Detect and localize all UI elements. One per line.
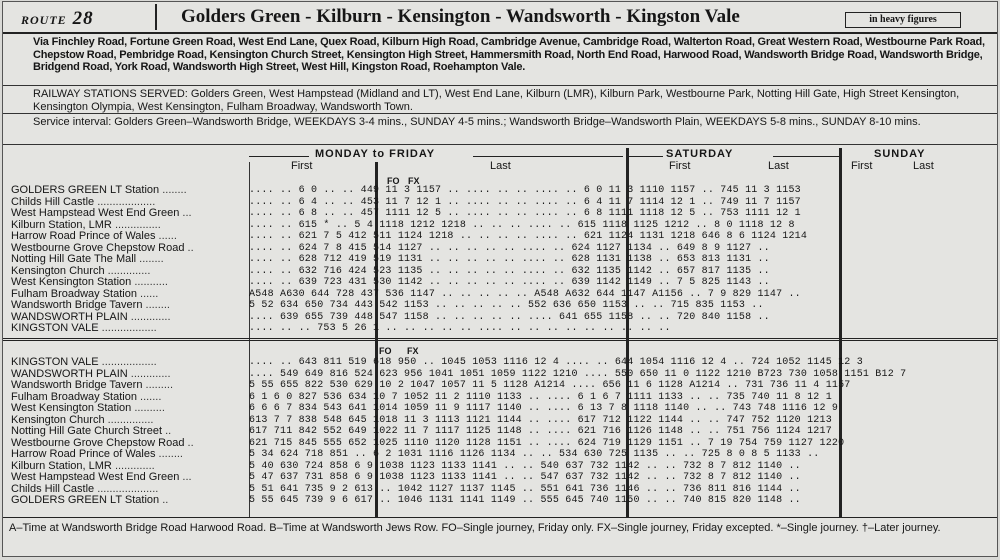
outbound-times-1: .... .. 6 4 .. .. 453 11 7 12 1 .. .... .. .. .... .. 6 4 11 7 1114 12 1 .. 749 11 7 1157: [249, 196, 801, 208]
inbound-stop-12: GOLDERS GREEN LT Station ..: [11, 495, 169, 506]
inbound-stop-10: West Hampstead West End Green ...: [11, 472, 192, 483]
inbound-stop-5: Kensington Church ...............: [11, 414, 154, 426]
sunday-heading: SUNDAY: [874, 148, 926, 160]
inbound-times-9: 5 40 630 724 858 6 9 1038 1123 1133 1141 .. .. 540 637 732 1142 .. .. 732 8 7 812 1140 ..: [249, 460, 801, 472]
first-label: First: [669, 160, 691, 172]
inbound-stop-4: West Kensington Station ..........: [11, 403, 165, 414]
outbound-stop-6: Notting Hill Gate The Mall ........: [11, 254, 164, 265]
last-label: Last: [913, 160, 934, 172]
heading-rule: [473, 156, 623, 157]
inbound-stop-6: Notting Hill Gate Church Street ..: [11, 426, 172, 437]
outbound-stop-5: Westbourne Grove Chepstow Road ..: [11, 242, 194, 254]
heading-rule: [629, 156, 663, 157]
inbound-stop-1: WANDSWORTH PLAIN .............: [11, 368, 171, 380]
outbound-times-2: .... .. 6 8 .. .. 457 1111 12 5 .. .... .. .. .... .. 6 8 1111 1118 12 5 .. 753 1111 12 1: [249, 208, 801, 219]
route-header: [3, 2, 997, 34]
outbound-times-0: .... .. 6 0 .. .. 449 11 3 1157 .. .... .. .. .... .. 6 0 11 3 1110 1157 .. 745 11 3 1153: [249, 185, 801, 196]
outbound-stop-7: Kensington Church ..............: [11, 265, 151, 277]
outbound-stop-8: West Kensington Station ...........: [11, 277, 168, 288]
outbound-times-12: .... .. .. 753 5 26 1 .. .. .. .. .. .... .. .. .. .. .. .. .. .. ..: [249, 323, 671, 334]
route-title: Golders Green - Kilburn - Kensington - Wandsworth - Kingston Vale: [181, 6, 740, 27]
outbound-times-3: .... .. 615 * .. 5 4 1118 1212 1218 .. .. .. .... .. 615 1118 1125 1212 .. 8 0 1118 12 8: [249, 219, 795, 231]
inbound-times-7: 621 715 845 555 652 1025 1110 1120 1128 1151 .. .... 624 719 1129 1151 .. 7 19 754 759 1127 1220: [249, 437, 845, 449]
inbound-times-1: .... 549 649 816 524 623 956 1041 1051 1059 1122 1210 .... 550 650 11 0 1122 1210 B723 730 1058 1151 B12 7: [249, 368, 907, 380]
outbound-stop-10: Wandsworth Bridge Tavern ........: [11, 300, 170, 311]
column-divider: [839, 148, 842, 518]
outbound-stop-9: Fulham Broadway Station ......: [11, 288, 159, 300]
outbound-stop-3: Kilburn Station, LMR ...............: [11, 219, 161, 231]
outbound-times-8: .... .. 639 723 431 530 1142 .. .. .. .. .. .... .. 639 1142 1149 .. 7 5 825 1143 ..: [249, 277, 770, 288]
inbound-times-10: 5 47 637 731 858 6 9 1038 1123 1133 1141 .. .. 547 637 732 1142 .. .. 732 8 7 812 1140 ..: [249, 472, 801, 483]
route-number: 28: [72, 8, 94, 29]
outbound-stop-1: Childs Hill Castle ...................: [11, 196, 156, 208]
fo-marker: FO: [387, 176, 400, 186]
header-divider: [155, 4, 157, 30]
railway-stations: RAILWAY STATIONS SERVED: Golders Green, West Hampstead (Midland and LT), West End Lane, Kilburn (LMR), Kilburn Park, Westbourne Park, Notting Hill Gate, High Street Kensington, Kensington Olympia, West Kensington, Fulham Broadway, Wandsworth Town.: [33, 88, 960, 113]
inbound-stop-7: Westbourne Grove Chepstow Road ..: [11, 437, 194, 449]
outbound-stop-11: WANDSWORTH PLAIN .............: [11, 311, 171, 323]
inbound-stop-3: Fulham Broadway Station .......: [11, 391, 162, 403]
inbound-stop-8: Harrow Road Prince of Wales ........: [11, 449, 183, 460]
divider: [3, 113, 997, 114]
inbound-stop-0: KINGSTON VALE ..................: [11, 357, 157, 368]
heading-rule: [773, 156, 839, 157]
service-interval: Service interval: Golders Green–Wandsworth Bridge, WEEKDAYS 3-4 mins., SUNDAY 4-5 mins.; Wandsworth Bridge–Wandsworth Plain, WEEKDAYS 5-8 mins., SUNDAY 8-10 mins.: [33, 116, 921, 128]
inbound-times-12: 5 55 645 739 9 6 617 .. 1046 1131 1141 1149 .. 555 645 740 1150 .. .. 740 815 820 1148 ..: [249, 495, 801, 506]
first-label: First: [291, 160, 313, 172]
outbound-times-7: .... .. 632 716 424 523 1135 .. .. .. .. .. .... .. 632 1135 1142 .. 657 817 1135 ..: [249, 265, 770, 277]
outbound-times-9: A548 A630 644 728 437 536 1147 .. .. .. .. .. A548 A632 644 1147 A1156 .. 7 9 829 1147 ..: [249, 288, 801, 300]
direction-divider: [3, 340, 997, 341]
fx-marker: FX: [408, 176, 420, 186]
heading-rule: [249, 156, 309, 157]
inbound-times-3: 6 1 6 0 827 536 634 10 7 1052 11 2 1110 1133 .. .... 6 1 6 7 1111 1133 .. .. 735 740 11 8 12 1: [249, 391, 832, 403]
fx-marker: FX: [407, 346, 419, 356]
inbound-times-6: 617 711 842 552 649 1022 11 7 1117 1125 1148 .. .... 621 716 1126 1148 .. .. 751 756 1124 1217: [249, 426, 832, 437]
inbound-stop-9: Kilburn Station, LMR .............: [11, 460, 155, 472]
outbound-stop-2: West Hampstead West End Green ...: [11, 208, 192, 219]
last-label: Last: [490, 160, 511, 172]
inbound-times-2: 5 55 655 822 530 629 10 2 1047 1057 11 5 1128 A1214 .... 656 11 6 1128 A1214 .. 731 736 11 4 1157: [249, 380, 851, 391]
route-label: ROUTE 28: [21, 8, 94, 29]
outbound-stop-0: GOLDERS GREEN LT Station ........: [11, 185, 187, 196]
outbound-times-6: .... .. 628 712 419 519 1131 .. .. .. .. .. .... .. 628 1131 1138 .. 653 813 1131 ..: [249, 254, 770, 265]
mon-fri-heading: MONDAY to FRIDAY: [315, 148, 436, 160]
inbound-stop-11: Childs Hill Castle ....................: [11, 483, 159, 495]
first-label: First: [851, 160, 873, 172]
divider: [3, 144, 997, 145]
divider: [3, 85, 997, 86]
inbound-stop-2: Wandsworth Bridge Tavern .........: [11, 380, 174, 391]
outbound-times-11: .... 639 655 739 448 547 1158 .. .. .. .. .. .... 641 655 1158 .. .. 720 840 1158 ..: [249, 311, 770, 323]
inbound-times-5: 613 7 7 838 548 645 1018 11 3 1113 1121 1144 .. .... 617 712 1122 1144 .. .. 747 752 1120 1213: [249, 414, 832, 426]
footnote: A–Time at Wandsworth Bridge Road Harwood Road. B–Time at Wandsworth Jews Row. FO–Single journey, Friday only. FX–Single journey, Friday excepted. *–Single journey. †–Later journey.: [9, 522, 941, 534]
outbound-stop-4: Harrow Road Prince of Wales ......: [11, 231, 177, 242]
last-label: Last: [768, 160, 789, 172]
outbound-times-4: .... .. 621 7 5 412 511 1124 1218 .. .. .. .. .... .. 621 1124 1131 1218 646 8 6 1124 1214: [249, 231, 808, 242]
footnote-divider: [3, 517, 997, 518]
inbound-times-4: 6 6 6 7 834 543 641 1014 1059 11 9 1117 1140 .. .... 6 13 7 8 1118 1140 .. .. 743 748 1116 12 9: [249, 403, 839, 414]
fo-marker: FO: [379, 346, 392, 356]
heavy-figures-note: in heavy figures: [845, 12, 961, 28]
route-via: Via Finchley Road, Fortune Green Road, West End Lane, Quex Road, Kilburn High Road, Cambridge Avenue, Cambridge Road, Walterton Road, Great Western Road, Westbourne Park Road, Chepstow Road, Pembridge Road, Kensington Church Street, Kensington High Street, Hammersmith Road, North End Road, Harwood Road, Wandsworth Bridge Road, Wandsworth Bridge, Bridgend Road, York Road, Wandsworth High Street, West Hill, Kingston Road, Roehampton Vale.: [33, 36, 985, 73]
outbound-stop-12: KINGSTON VALE ..................: [11, 323, 157, 334]
saturday-heading: SATURDAY: [666, 148, 734, 160]
outbound-times-5: .... .. 624 7 8 415 514 1127 .. .. .. .. .. .... .. 624 1127 1134 .. 649 8 9 1127 ..: [249, 242, 770, 254]
outbound-times-10: 5 52 634 650 734 443 542 1153 .. .. .. .. .. 552 636 650 1153 .. .. 715 835 1153 ..: [249, 300, 764, 311]
inbound-times-0: .... .. 643 811 519 618 950 .. 1045 1053 1116 12 4 .... .. 644 1054 1116 12 4 .. 724 1052 1145 12 3: [249, 357, 863, 368]
timetable-page: [2, 1, 998, 557]
direction-divider: [3, 338, 997, 339]
inbound-times-8: 5 34 624 718 851 .. 6 2 1031 1116 1126 1134 .. .. 534 630 725 1135 .. .. 725 8 0 8 5 1133 ..: [249, 449, 820, 460]
inbound-times-11: 5 51 641 735 9 2 613 .. 1042 1127 1137 1145 .. 551 641 736 1146 .. .. 736 811 816 1144 ..: [249, 483, 801, 495]
